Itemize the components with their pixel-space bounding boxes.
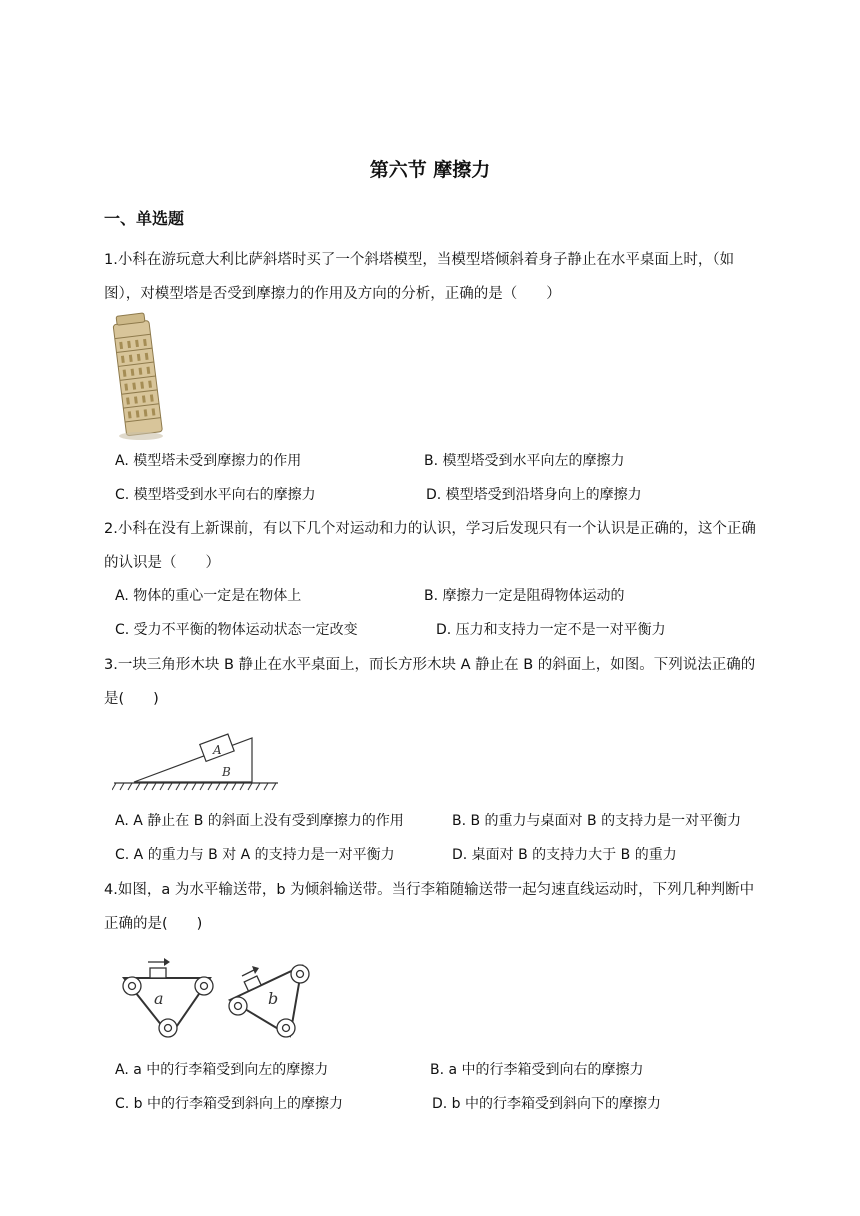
- q3-option-b[interactable]: B. B 的重力与桌面对 B 的支持力是一对平衡力: [452, 813, 742, 829]
- question-1-stem: 1.小科在游玩意大利比萨斜塔时买了一个斜塔模型，当模型塔倾斜着身子静止在水平桌面上时，（如图），对模型塔是否受到摩擦力的作用及方向的分析，正确的是（ ）: [104, 252, 735, 302]
- q2-option-c[interactable]: C. 受力不平衡的物体运动状态一定改变: [115, 622, 358, 638]
- q3-option-c[interactable]: C. A 的重力与 B 对 A 的支持力是一对平衡力: [115, 847, 395, 863]
- q3-option-a[interactable]: A. A 静止在 B 的斜面上没有受到摩擦力的作用: [115, 813, 404, 829]
- question-4-stem: 4.如图，a 为水平输送带，b 为倾斜输送带。当行李箱随输送带一起匀速直线运动时，下列几种判断中正确的是( ): [104, 882, 755, 932]
- q2-option-b[interactable]: B. 摩擦力一定是阻碍物体运动的: [424, 588, 625, 604]
- q2-option-a[interactable]: A. 物体的重心一定是在物体上: [115, 588, 302, 604]
- q4-option-a[interactable]: A. a 中的行李箱受到向左的摩擦力: [115, 1062, 329, 1078]
- q4-option-c[interactable]: C. b 中的行李箱受到斜向上的摩擦力: [115, 1096, 344, 1112]
- leaning-tower-figure: [108, 310, 170, 442]
- conveyor-belts-figure: [118, 956, 326, 1046]
- question-3-stem: 3.一块三角形木块 B 静止在水平桌面上，而长方形木块 A 静止在 B 的斜面上，如图。下列说法正确的是( ): [104, 657, 756, 707]
- belt-b-label: b: [268, 989, 279, 1008]
- q2-option-d[interactable]: D. 压力和支持力一定不是一对平衡力: [436, 622, 666, 638]
- q4-option-b[interactable]: B. a 中的行李箱受到向右的摩擦力: [430, 1062, 644, 1078]
- section-heading: 一、单选题: [104, 209, 185, 228]
- q1-option-c[interactable]: C. 模型塔受到水平向右的摩擦力: [115, 487, 316, 503]
- q1-option-d[interactable]: D. 模型塔受到沿塔身向上的摩擦力: [426, 487, 642, 503]
- q3-option-d[interactable]: D. 桌面对 B 的支持力大于 B 的重力: [452, 847, 677, 863]
- q1-option-b[interactable]: B. 模型塔受到水平向左的摩擦力: [424, 453, 625, 469]
- block-a-label: A: [213, 743, 222, 757]
- q1-option-a[interactable]: A. 模型塔未受到摩擦力的作用: [115, 453, 302, 469]
- question-2-stem: 2.小科在没有上新课前，有以下几个对运动和力的认识，学习后发现只有一个认识是正确的，这个正确的认识是（ ）: [104, 521, 756, 571]
- q4-option-d[interactable]: D. b 中的行李箱受到斜向下的摩擦力: [432, 1096, 662, 1112]
- wedge-b-label: B: [222, 765, 231, 779]
- page-title: 第六节 摩擦力: [369, 159, 491, 181]
- incline-blocks-figure: [112, 728, 282, 794]
- belt-a-label: a: [154, 989, 164, 1008]
